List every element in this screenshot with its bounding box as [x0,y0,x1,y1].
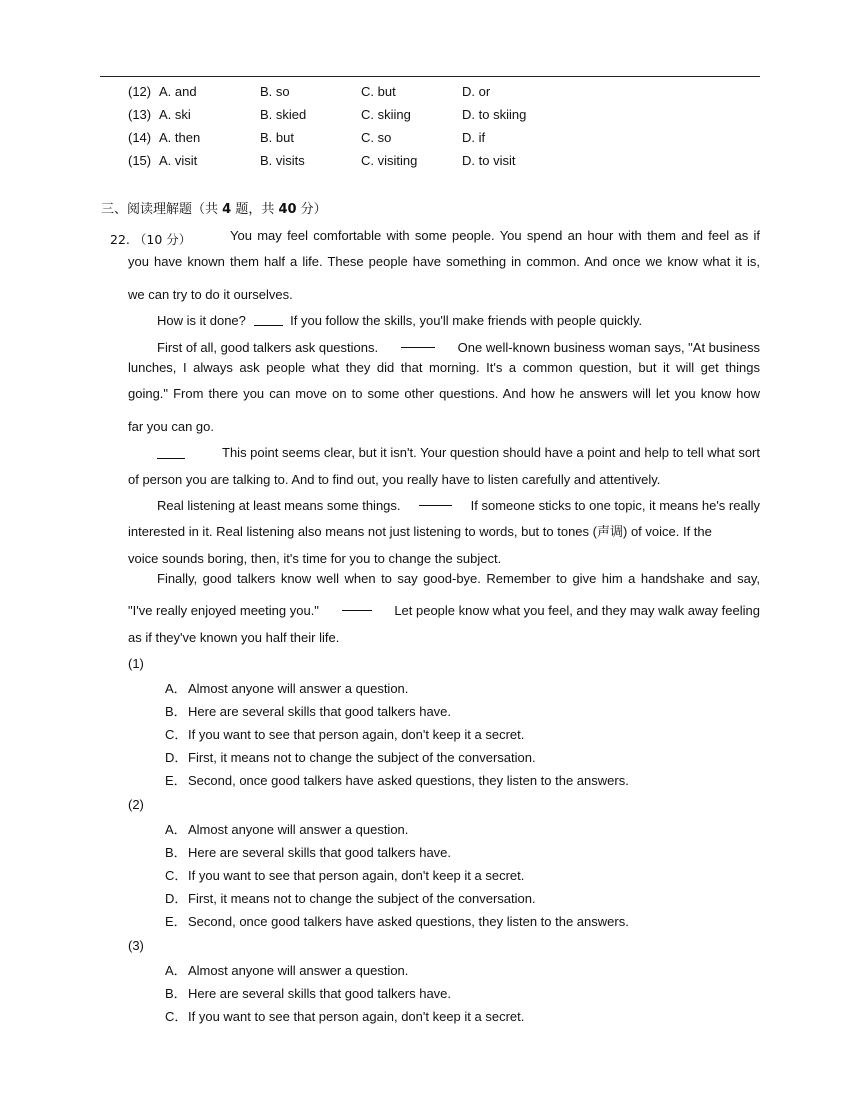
option-number: (12) [128,84,152,99]
passage-line: far you can go. [128,418,214,434]
passage-line: you have known them half a life. These people have something in common. And once we know what it is, [128,255,760,270]
answer-blank-5[interactable] [342,598,372,611]
passage-line: lunches, I always ask people what they did that morning. It's a common question, but it will get things [128,360,760,375]
passage-line: How is it done? If you follow the skills, you'll make friends with people quickly. [157,313,643,329]
passage-line: as if they've known you half their life. [128,629,340,645]
option-b: B. so [260,84,290,99]
header-rule [100,76,760,77]
question-number: 22. （10 分） [110,232,192,247]
option-a: A. ski [159,107,191,122]
sub-question-label: (1) [128,656,144,671]
option-c: C. but [361,84,396,99]
passage-line: going." From there you can move on to some other questions. And how he answers will let you know how [128,387,760,402]
option-d: D. to visit [462,153,516,168]
choice-option[interactable]: C．If you want to see that person again, don't keep it a secret. [165,1009,525,1024]
choice-option[interactable]: A．Almost anyone will answer a question. [165,963,409,978]
passage-line: First of all, good talkers ask questions. One well-known business woman says, "At business [128,335,760,361]
option-a: A. and [159,84,197,99]
reading-passage [128,229,760,651]
passage-line: interested in it. Real listening also means not just listening to words, but to tones (声调) of voice. If the [128,524,712,541]
passage-line: You may feel comfortable with some people. You spend an hour with them and feel as if [230,229,760,243]
passage-line: we can try to do it ourselves. [128,286,293,302]
option-d: D. if [462,130,486,145]
choice-option[interactable]: A．Almost anyone will answer a question. [165,822,409,837]
passage-line: "I've really enjoyed meeting you." Let people know what you feel, and they may walk away feeling [128,598,760,624]
answer-blank-4[interactable] [419,493,452,506]
option-number: (15) [128,153,152,168]
option-d: D. or [462,84,491,99]
option-a: A. then [159,130,201,145]
choice-option[interactable]: B．Here are several skills that good talkers have. [165,704,452,719]
answer-blank-2[interactable] [401,335,435,348]
option-c: C. visiting [361,153,418,168]
passage-line: voice sounds boring, then, it's time for you to change the subject. [128,550,502,566]
choice-option[interactable]: B．Here are several skills that good talkers have. [165,986,452,1001]
answer-blank-1[interactable] [254,313,283,326]
choice-option[interactable]: C．If you want to see that person again, don't keep it a secret. [165,727,525,742]
option-b: B. visits [260,153,305,168]
passage-line: Real listening at least means some things. If someone sticks to one topic, it means he's really [128,493,760,519]
sub-question-label: (3) [128,938,144,953]
passage-line: Finally, good talkers know well when to say good-bye. Remember to give him a handshake and say, [157,572,760,587]
option-number: (13) [128,107,152,122]
section-title: 三、阅读理解题（共 4 题，共 40 分） [101,202,327,217]
option-number: (14) [128,130,152,145]
option-a: A. visit [159,153,198,168]
choice-option[interactable]: B．Here are several skills that good talkers have. [165,845,452,860]
pinyin-gloss: 声调 [596,525,623,541]
choice-option[interactable]: E．Second, once good talkers have asked questions, they listen to the answers. [165,914,629,929]
option-b: B. skied [260,107,307,122]
passage-line: of person you are talking to. And to find out, you really have to listen carefully and attentively. [128,471,661,487]
passage-line: This point seems clear, but it isn't. Your question should have a point and help to tell what sort [128,440,760,466]
option-d: D. to skiing [462,107,527,122]
choice-option[interactable]: A．Almost anyone will answer a question. [165,681,409,696]
choice-option[interactable]: E．Second, once good talkers have asked questions, they listen to the answers. [165,773,629,788]
option-c: C. so [361,130,392,145]
choice-option[interactable]: D．First, it means not to change the subject of the conversation. [165,750,536,765]
option-b: B. but [260,130,294,145]
answer-blank-3[interactable] [157,446,185,459]
choice-option[interactable]: C．If you want to see that person again, don't keep it a secret. [165,868,525,883]
option-c: C. skiing [361,107,411,122]
sub-question-label: (2) [128,797,144,812]
choice-option[interactable]: D．First, it means not to change the subject of the conversation. [165,891,536,906]
